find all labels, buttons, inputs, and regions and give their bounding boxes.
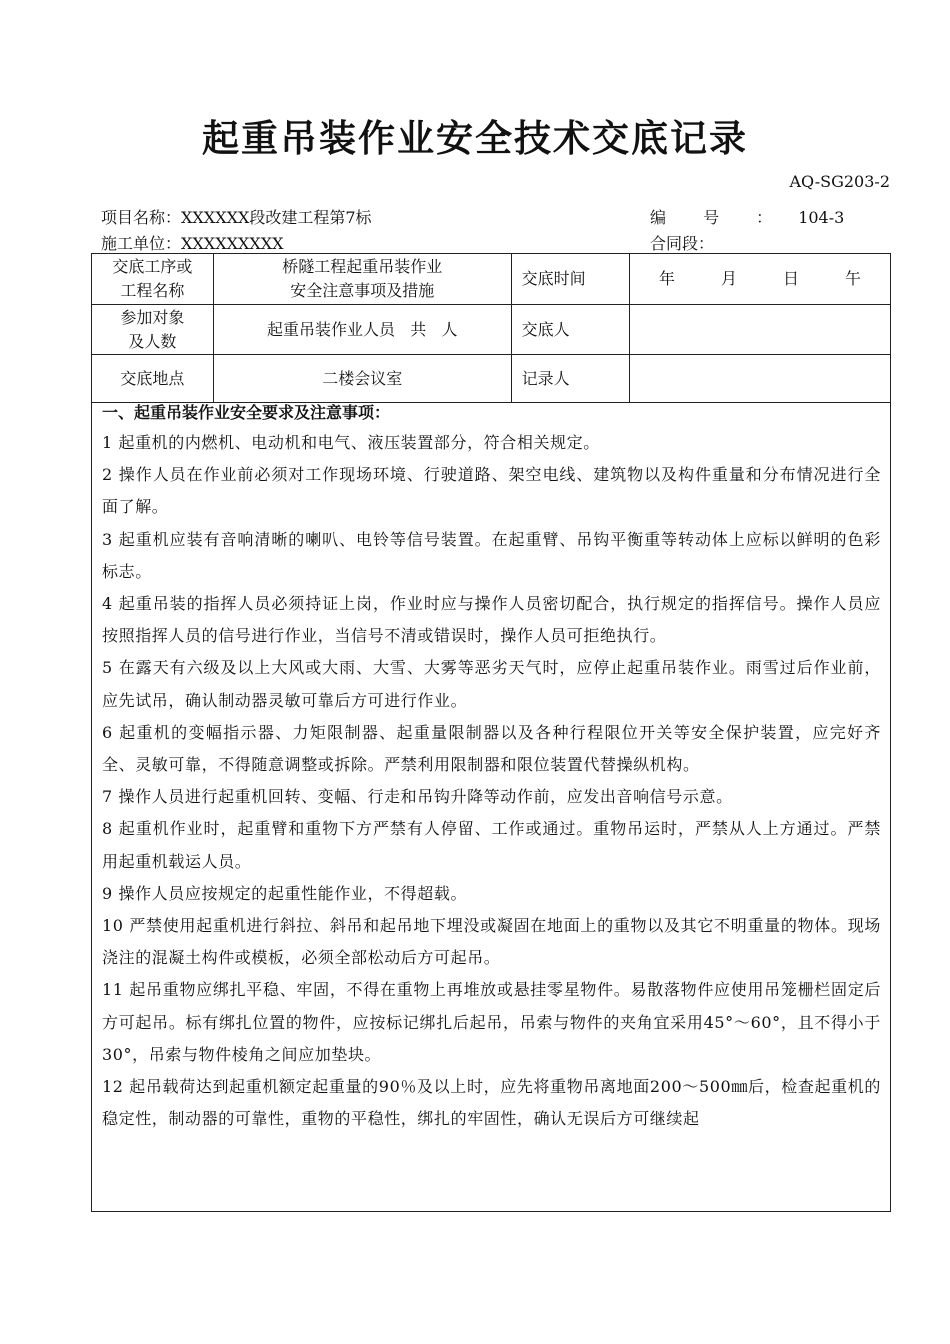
month-unit: 月	[720, 269, 737, 288]
list-item: 10 严禁使用起重机进行斜拉、斜吊和起吊地下埋没或凝固在地面上的重物以及其它不明重量的物体。现场浇注的混凝土构件或模板，必须全部松动后方可起吊。	[102, 916, 881, 968]
page-title: 起重吊装作业安全技术交底记录	[202, 116, 748, 160]
list-item: 8 起重机作业时，起重臂和重物下方严禁有人停留、工作或通过。重物吊运时，严禁从人上方通过。严禁用起重机载运人员。	[102, 819, 881, 871]
unit-label: 施工单位：	[101, 234, 182, 253]
project-name	[101, 205, 372, 228]
list-item: 6 起重机的变幅指示器、力矩限制器、起重量限制器以及各种行程限位开关等安全保护装置，应完好齐全、灵敏可靠，不得随意调整或拆除。严禁利用限制器和限位装置代替操纵机构。	[102, 722, 881, 775]
location-label: 交底地点	[120, 368, 185, 388]
number-value: 104-3	[798, 208, 845, 227]
contract-label: 合同段：	[650, 234, 715, 253]
content-box	[91, 399, 891, 1212]
process-value: 桥隧工程起重吊装作业 安全注意事项及措施	[282, 257, 443, 300]
process-label: 交底工序或 工程名称	[112, 257, 193, 300]
presenter-label: 交底人	[521, 319, 570, 339]
presenter-value-cell	[629, 305, 890, 355]
recorder-label-cell	[511, 355, 629, 403]
header-table	[91, 253, 891, 403]
time-label: 交底时间	[521, 269, 586, 288]
project-label: 项目名称：	[101, 208, 182, 227]
content-inner	[92, 399, 890, 1135]
list-item: 12 起吊载荷达到起重机额定起重量的90％及以上时，应先将重物吊离地面200～500㎜后，检查起重机的稳定性，制动器的可靠性，重物的平稳性，绑扎的牢固性，确认无误后方可继续起	[102, 1077, 881, 1129]
section-heading: 一、起重吊装作业安全要求及注意事项：	[102, 403, 391, 422]
participants-value: 起重吊装作业人员 共 人	[266, 319, 458, 339]
number-label: 编 号 ：	[650, 208, 789, 227]
participants-label: 参加对象 及人数	[120, 307, 185, 351]
list-item: 1 起重机的内燃机、电动机和电气、液压装置部分，符合相关规定。	[102, 433, 600, 452]
list-item: 2 操作人员在作业前必须对工作现场环境、行驶道路、架空电线、建筑物以及构件重量和分布情况进行全面了解。	[102, 465, 881, 517]
recorder-label: 记录人	[521, 368, 570, 388]
participants-value-cell	[213, 305, 511, 355]
time-label-cell	[511, 254, 629, 305]
construction-unit	[101, 231, 284, 254]
participants-label-cell	[92, 305, 214, 355]
recorder-value-cell	[629, 355, 890, 403]
process-label-cell	[92, 254, 214, 305]
project-value: XXXXXX段改建工程第7标	[181, 208, 372, 227]
location-value-cell	[213, 355, 511, 403]
list-item: 7 操作人员进行起重机回转、变幅、行走和吊钩升降等动作前，应发出音响信号示意。	[102, 787, 733, 807]
day-unit: 日	[782, 269, 799, 288]
document-number	[650, 205, 844, 228]
list-item: 9 操作人员应按规定的起重性能作业，不得超载。	[102, 883, 468, 903]
document-code: AQ-SG203-2	[789, 172, 890, 191]
list-item: 4 起重吊装的指挥人员必须持证上岗，作业时应与操作人员密切配合，执行规定的指挥信号。操作人员应按照指挥人员的信号进行作业，当信号不清或错误时，操作人员可拒绝执行。	[102, 594, 881, 646]
contract-section	[650, 231, 714, 254]
unit-value: XXXXXXXXX	[181, 234, 284, 253]
list-item: 3 起重机应装有音响清晰的喇叭、电铃等信号装置。在起重臂、吊钩平衡重等转动体上应标以鲜明的色彩标志。	[102, 529, 881, 581]
location-label-cell	[92, 355, 214, 403]
presenter-label-cell	[511, 305, 629, 355]
year-unit: 年	[658, 269, 675, 288]
time-value-cell	[629, 254, 890, 305]
noon-unit: 午	[844, 269, 861, 288]
list-item: 11 起吊重物应绑扎平稳、牢固，不得在重物上再堆放或悬挂零星物件。易散落物件应使用吊笼栅栏固定后方可起吊。标有绑扎位置的物件，应按标记绑扎后起吊，吊索与物件的夹角宜采用45°～60°，且不得小于30°，吊索与物件棱角之间应加垫块。	[102, 980, 881, 1064]
location-value: 二楼会议室	[322, 368, 403, 388]
list-item: 5 在露天有六级及以上大风或大雨、大雪、大雾等恶劣天气时，应停止起重吊装作业。雨雪过后作业前，应先试吊，确认制动器灵敏可靠后方可进行作业。	[102, 658, 881, 710]
process-value-cell	[213, 254, 511, 305]
